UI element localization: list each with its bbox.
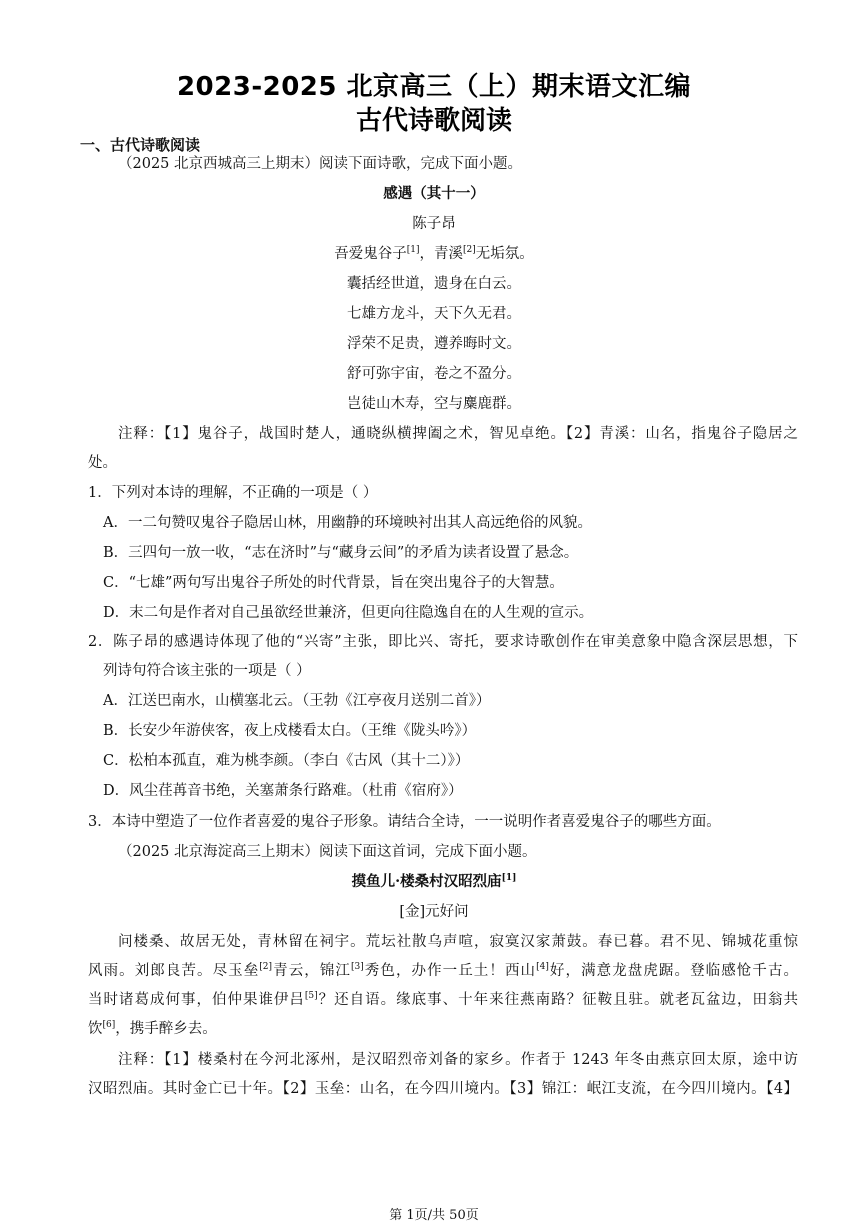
document-title: 2023-2025 北京高三（上）期末语文汇编 <box>176 72 692 102</box>
poem2-title <box>0 872 868 892</box>
question-2-option-a: A．江送巴南水，山横塞北云。（王勃《江亭夜月送别二首》） <box>103 693 491 709</box>
passage2-intro: （2025 北京海淀高三上期末）阅读下面这首词，完成下面小题。 <box>118 844 537 860</box>
poem1-line-4: 浮荣不足贵，遵养晦时文。 <box>347 336 521 352</box>
poem2-author: [金]元好问 <box>399 904 469 920</box>
passage1-intro: （2025 北京西城高三上期末）阅读下面诗歌，完成下面小题。 <box>118 156 523 172</box>
footnote-marker: [4] <box>536 962 549 972</box>
question-2-line-1: 2．陈子昂的感遇诗体现了他的“兴寄”主张，即比兴、寄托，要求诗歌创作在审美意象中隐含深层思想，下 <box>88 634 798 650</box>
section-heading: 一、古代诗歌阅读 <box>80 136 201 154</box>
poem1-line-2: 囊括经世道，遗身在白云。 <box>347 276 521 292</box>
page-footer: 第 1页/共 50页 <box>389 1208 479 1223</box>
poem1-note-line-2: 处。 <box>88 455 117 471</box>
poem1-line-text: 无垢氛。 <box>475 246 534 262</box>
poem2-text: 秀色，办作一丘土！西山 <box>363 963 537 979</box>
footnote-marker: [3] <box>350 962 364 972</box>
question-1-option-a: A．一二句赞叹鬼谷子隐居山林，用幽静的环境映衬出其人高远绝俗的风貌。 <box>103 515 592 531</box>
poem1-note-line-1: 注释：【1】鬼谷子，战国时楚人，通晓纵横捭阖之术，智见卓绝。【2】青溪：山名，指鬼谷子隐居之 <box>118 426 798 442</box>
poem2-title-text: 摸鱼儿·楼桑村汉昭烈庙 <box>351 873 502 890</box>
poem2-text: 风雨。刘郎良苦。尽玉垒 <box>88 963 260 979</box>
poem2-text: 饮 <box>88 1021 103 1037</box>
poem2-text: ？还自语。缘底事、十年来往燕南路？征鞍且驻。就老瓦盆边，田翁共 <box>317 992 798 1008</box>
footnote-marker: [2] <box>463 245 476 255</box>
question-1-option-b: B．三四句一放一收，“志在济时”与“藏身云间”的矛盾为读者设置了悬念。 <box>103 545 579 561</box>
poem2-text: 青云，锦江 <box>272 963 351 979</box>
question-1: 1．下列对本诗的理解，不正确的一项是（ ） <box>88 485 378 501</box>
poem1-line-5: 舒可弥宇宙，卷之不盈分。 <box>347 366 521 382</box>
question-2-option-c: C．松柏本孤直，难为桃李颜。（李白《古风（其十二）》） <box>103 753 470 769</box>
poem1-line-1 <box>0 244 868 264</box>
poem2-text-line-1: 问楼桑、故居无处，青林留在祠宇。荒坛社散乌声喧，寂寞汉家萧鼓。春已暮。君不见、锦城花重惊 <box>118 934 798 950</box>
poem2-text-line-4 <box>88 1019 217 1039</box>
poem1-line-text: 吾爱鬼谷子 <box>334 246 407 262</box>
question-2-option-d: D．风尘荏苒音书绝，关塞萧条行路难。（杜甫《宿府》） <box>103 783 463 799</box>
footnote-marker: [2] <box>259 962 273 972</box>
poem2-note-line-1: 注释：【1】楼桑村在今河北涿州，是汉昭烈帝刘备的家乡。作者于 1243 年冬由燕京回太原，途中访 <box>118 1052 798 1068</box>
footnote-marker: [1] <box>501 873 517 883</box>
question-2-line-2: 列诗句符合该主张的一项是（ ） <box>103 663 311 679</box>
question-1-option-d: D．末二句是作者对自己虽欲经世兼济，但更向往隐逸自在的人生观的宣示。 <box>103 605 594 621</box>
poem2-text: 好，满意龙盘虎踞。登临感怆千古。 <box>548 963 799 979</box>
poem1-title: 感遇（其十一） <box>383 185 485 202</box>
question-1-option-c: C．“七雄”两句写出鬼谷子所处的时代背景，旨在突出鬼谷子的大智慧。 <box>103 575 564 591</box>
question-2-option-b: B．长安少年游侠客，夜上戍楼看太白。（王维《陇头吟》） <box>103 723 477 739</box>
poem1-line-3: 七雄方龙斗，天下久无君。 <box>347 306 521 322</box>
poem1-author: 陈子昂 <box>412 216 456 232</box>
footnote-marker: [6] <box>102 1020 116 1030</box>
footnote-marker: [1] <box>406 245 420 255</box>
poem1-line-6: 岂徒山木寿，空与麋鹿群。 <box>347 396 521 412</box>
poem2-text: 当时诸葛成何事，伯仲果谁伊吕 <box>88 992 305 1008</box>
question-3: 3．本诗中塑造了一位作者喜爱的鬼谷子形象。请结合全诗，一一说明作者喜爱鬼谷子的哪些方面。 <box>88 814 721 830</box>
poem1-line-text: ，青溪 <box>419 246 463 262</box>
poem2-text-line-3 <box>88 990 798 1010</box>
document-subtitle: 古代诗歌阅读 <box>355 106 512 136</box>
poem2-note-line-2: 汉昭烈庙。其时金亡已十年。【2】玉垒：山名，在今四川境内。【3】锦江：岷江支流，在今四川境内。【4】 <box>88 1081 798 1097</box>
poem2-text: ，携手醉乡去。 <box>115 1021 217 1037</box>
poem2-text-line-2 <box>88 961 798 981</box>
footnote-marker: [5] <box>304 991 318 1001</box>
